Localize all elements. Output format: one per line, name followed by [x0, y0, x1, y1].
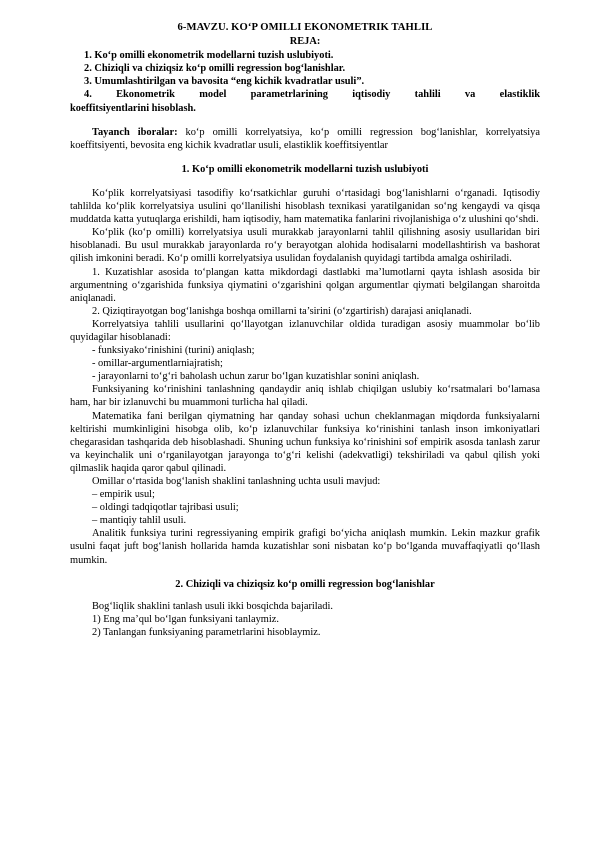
- section1-paragraph-7: Matematika fani berilgan qiymatning har qanday sohasi uchun cheklanmagan miqdorda funksiyalarni keltirishi mumkinligini hisobga olib, ko‘p izlanuvchilar funksiya ko‘rinishini tanlash inson imkoniyatlari chegarasidan tashqarida deb hisoblashadi. Shuning uchun funksiya ko‘rinishini sof empirik asosda tanlash zarur va keyinchalik uni o‘rganilayotgan jarayonga to‘g‘ri kelishi (adekvatligi) tekshiriladi va qabul qilish yoki qilmaslik haqida qaror qabul qilinadi.: [70, 410, 540, 474]
- list-item: - jarayonlarni to‘g‘ri baholash uchun zarur bo‘lgan kuzatishlar sonini aniqlash.: [92, 371, 420, 383]
- keywords-label: Tayanch iboralar:: [92, 126, 178, 138]
- plan-item-2: 2. Chiziqli va chiziqsiz ko‘p omilli regression bog‘lanishlar.: [84, 63, 346, 75]
- list-item: – empirik usul;: [92, 489, 155, 501]
- list-item: – oldingi tadqiqotlar tajribasi usuli;: [92, 502, 239, 514]
- plan-heading: REJA:: [289, 36, 321, 48]
- plan-item-4-continuation: koeffitsiyentlarini hisoblash.: [70, 102, 196, 114]
- section1-closing-paragraph: Analitik funksiya turini regressiyaning empirik grafigi bo‘yicha aniqlash mumkin. Lekin mazkur grafik usulni faqat juft bog‘lanish hollarida hamda kuzatishlar soni nisbatan ko‘p bo‘lganda muvaffaqiyatli qo‘llash mumkin.: [70, 528, 540, 566]
- section1-heading: 1. Ko‘p omilli ekonometrik modellarni tuzish uslubiyoti: [181, 163, 429, 175]
- document-title: 6-MAVZU. KO‘P OMILLI EKONOMETRIK TAHLIL: [177, 22, 433, 33]
- list-item: – mantiqiy tahlil usuli.: [92, 515, 187, 527]
- section1-paragraph-5: Korrelyatsiya tahlili usullarini qo‘llayotgan izlanuvchilar oldida turadigan asosiy muammolar bo‘lib quyidagilar hisoblanadi:: [70, 318, 540, 343]
- section1-paragraph-3: 1. Kuzatishlar asosida to‘plangan katta mikdordagi dastlabki ma’lumotlarni qayta ishlash asosida bir argumentning o‘zgarishida funksiya qiymatini o‘zgarishini qolgan argumentlar qiymati belgilangan sharoitda aniqlanadi.: [70, 266, 540, 304]
- list-item: - omillar-argumentlarniajratish;: [92, 358, 223, 370]
- keywords-text: ko‘p omilli korrelyatsiya, ko‘p omilli regression bog‘lanishlar, korrelyatsiya koeffitsiyenti, bevosita eng kichik kvadratlar usuli, elastiklik koeffitsiyentlar: [70, 126, 540, 151]
- section2-line-3: 2) Tanlangan funksiyaning parametrlarini hisoblaymiz.: [92, 626, 321, 638]
- section1-paragraph-2: Ko‘plik (ko‘p omilli) korrelyatsiya usuli murakkab jarayonlarni tahlil qilishning asosiy usullaridan biri hisoblanadi. Bu usul murakkab jarayonlarda ro‘y berayotgan alohida hodisalarni modellashtirish va bashorat qilish imkonini beradi. Ko‘p omilli korrelyatsiya usulidan foydalanish quyidagi tartibda amalga oshiriladi.: [70, 227, 540, 265]
- section2-heading: 2. Chiziqli va chiziqsiz ko‘p omilli regression bog‘lanishlar: [175, 578, 435, 590]
- section1-paragraph-6: Funksiyaning ko‘rinishini tanlashning qandaydir aniq ishlab chiqilgan uslubiy ko‘rsatmalari bo‘lamasa ham, har bir izlanuvchi bu muammoni turlicha hal qiladi.: [70, 384, 540, 409]
- section2-line-2: 1) Eng ma’qul bo‘lgan funksiyani tanlaymiz.: [92, 613, 279, 625]
- plan-item-1: 1. Ko‘p omilli ekonometrik modellarni tuzish uslubiyoti.: [84, 50, 334, 62]
- keywords-paragraph: [70, 126, 540, 152]
- section1-paragraph-8: Omillar o‘rtasida bog‘lanish shaklini tanlashning uchta usuli mavjud:: [92, 476, 381, 487]
- section2-line-1: Bog‘liqlik shaklini tanlash usuli ikki bosqichda bajariladi.: [92, 600, 333, 612]
- plan-list: [70, 49, 540, 114]
- section1-paragraph-1: Ko‘plik korrelyatsiyasi tasodifiy ko‘rsatkichlar guruhi o‘rtasidagi bog‘lanishlarni o‘rganadi. Iqtisodiy tahlilda ko‘plik korrelyatsiya usulini qo‘llanilishi hisoblash texnikasi yaratilganidan so‘ng kengaydi va qisqa muddatda katta yutuqlarga erishildi, ham iqtisodiy, ham matematika fanlarini rivojlanishiga o‘z ulushini qo‘shdi.: [70, 187, 540, 226]
- plan-item-3: 3. Umumlashtirilgan va bavosita “eng kichik kvadratlar usuli”.: [84, 76, 365, 88]
- section1-paragraph-4: 2. Qiziqtirayotgan bog‘lanishga boshqa omillarni ta’sirini (o‘zgartirish) darajasi aniqlanadi.: [92, 305, 472, 317]
- plan-item-4: 4. Ekonometrik model parametrlarining iqtisodiy tahlili va elastiklik: [84, 89, 540, 101]
- list-item: - funksiyako‘rinishini (turini) aniqlash;: [92, 345, 255, 357]
